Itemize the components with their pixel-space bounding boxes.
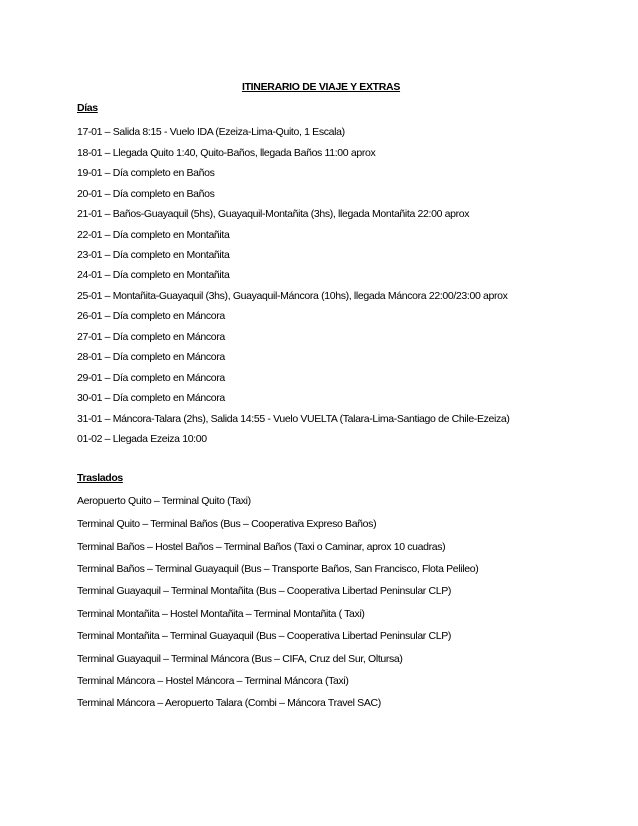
dias-line: 27-01 – Día completo en Máncora xyxy=(77,331,225,343)
dias-line: 19-01 – Día completo en Baños xyxy=(77,167,215,179)
traslados-line: Terminal Máncora – Hostel Máncora – Terminal Máncora (Taxi) xyxy=(77,675,349,687)
traslados-line: Terminal Quito – Terminal Baños (Bus – Cooperativa Expreso Baños) xyxy=(77,518,377,530)
traslados-line: Terminal Baños – Hostel Baños – Terminal Baños (Taxi o Caminar, aprox 10 cuadras) xyxy=(77,541,446,553)
dias-line: 23-01 – Día completo en Montañita xyxy=(77,249,230,261)
dias-line: 18-01 – Llegada Quito 1:40, Quito-Baños, llegada Baños 11:00 aprox xyxy=(77,147,376,159)
dias-line: 31-01 – Máncora-Talara (2hs), Salida 14:55 - Vuelo VUELTA (Talara-Lima-Santiago de Chile-Ezeiza) xyxy=(77,413,510,425)
traslados-line: Terminal Montañita – Terminal Guayaquil (Bus – Cooperativa Libertad Peninsular CLP) xyxy=(77,630,452,642)
dias-line: 20-01 – Día completo en Baños xyxy=(77,188,215,200)
dias-line: 21-01 – Baños-Guayaquil (5hs), Guayaquil-Montañita (3hs), llegada Montañita 22:00 aprox xyxy=(77,208,470,220)
traslados-line: Terminal Guayaquil – Terminal Máncora (Bus – CIFA, Cruz del Sur, Oltursa) xyxy=(77,653,403,665)
traslados-line: Terminal Baños – Terminal Guayaquil (Bus – Transporte Baños, San Francisco, Flota Pelileo) xyxy=(77,563,479,575)
dias-heading: Días xyxy=(77,102,98,114)
dias-line: 30-01 – Día completo en Máncora xyxy=(77,392,225,404)
traslados-line: Terminal Máncora – Aeropuerto Talara (Combi – Máncora Travel SAC) xyxy=(77,697,381,709)
dias-line: 17-01 – Salida 8:15 - Vuelo IDA (Ezeiza-Lima-Quito, 1 Escala) xyxy=(77,126,345,138)
traslados-line: Aeropuerto Quito – Terminal Quito (Taxi) xyxy=(77,495,251,507)
document-title: ITINERARIO DE VIAJE Y EXTRAS xyxy=(241,81,401,93)
dias-line: 24-01 – Día completo en Montañita xyxy=(77,269,230,281)
dias-line: 29-01 – Día completo en Máncora xyxy=(77,372,225,384)
dias-line: 25-01 – Montañita-Guayaquil (3hs), Guayaquil-Máncora (10hs), llegada Máncora 22:00/23:00 aprox xyxy=(77,290,508,302)
dias-line: 28-01 – Día completo en Máncora xyxy=(77,351,225,363)
traslados-line: Terminal Montañita – Hostel Montañita – Terminal Montañita ( Taxi) xyxy=(77,608,365,620)
dias-line: 26-01 – Día completo en Máncora xyxy=(77,310,225,322)
dias-line: 22-01 – Día completo en Montañita xyxy=(77,229,230,241)
traslados-line: Terminal Guayaquil – Terminal Montañita (Bus – Cooperativa Libertad Peninsular CLP) xyxy=(77,585,452,597)
dias-line: 01-02 – Llegada Ezeiza 10:00 xyxy=(77,433,207,445)
traslados-heading: Traslados xyxy=(77,472,123,484)
